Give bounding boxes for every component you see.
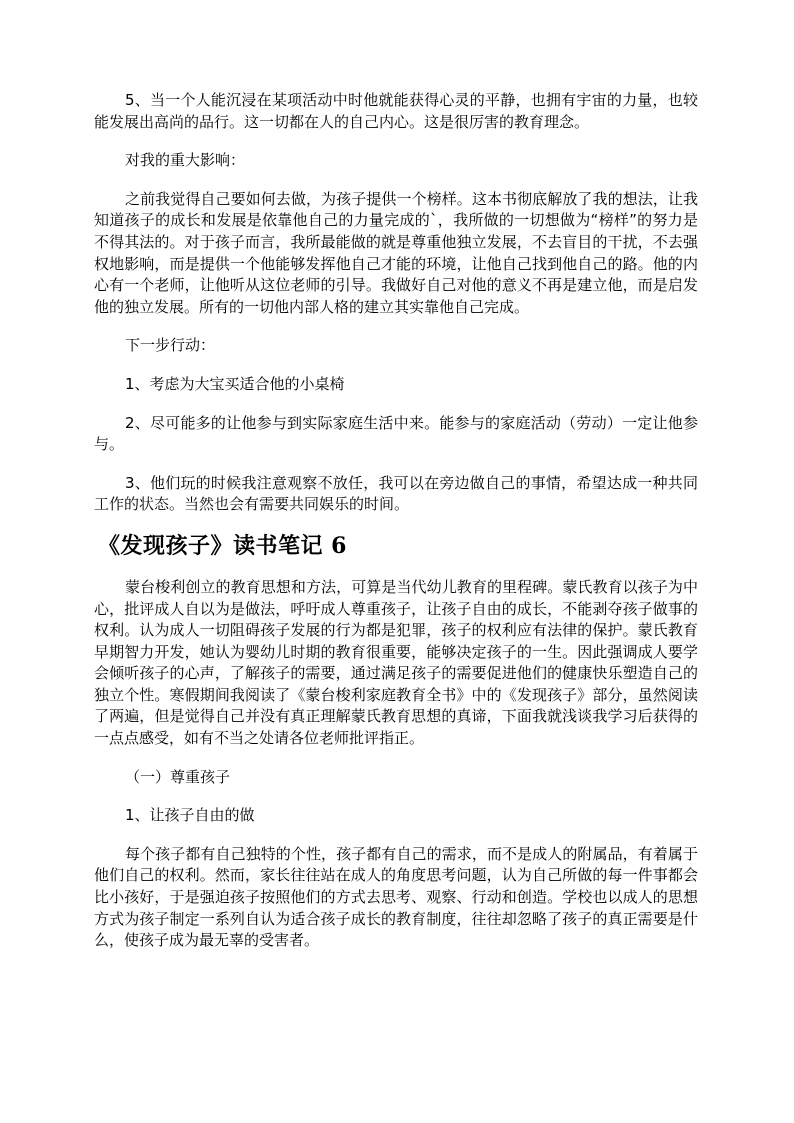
paragraph-step-2: 2、尽可能多的让他参与到实际家庭生活中来。能参与的家庭活动（劳动）一定让他参与。 bbox=[94, 413, 698, 454]
document-page bbox=[94, 90, 698, 969]
paragraph-next-steps-heading: 下一步行动： bbox=[125, 336, 216, 355]
paragraph-point-5: 5、当一个人能沉浸在某项活动中时他就能获得心灵的平静，也拥有宇宙的力量，也较能发展出高尚的品行。这一切都在人的自己内心。这是很厉害的教育理念。 bbox=[94, 91, 698, 131]
section-heading: 《发现孩子》读书笔记 6 bbox=[98, 532, 347, 559]
paragraph-impact-body: 之前我觉得自己要如何去做，为孩子提供一个榜样。这本书彻底解放了我的想法，让我知道孩子的成长和发展是依靠他自己的力量完成的`，我所做的一切想做为“榜样”的努力是不得其法的。对于孩子而言，我所最能做的就是尊重他独立发展，不去盲目的干扰，不去强权地影响，而是提供一个他能够发挥他自己才能的环境，让他自己找到他自己的路。他的内心有一个老师，让他听从这位老师的引导。我做好自己对他的意义不再是建立他，而是启发他的独立发展。所有的一切他内部人格的建立其实靠他自己完成。 bbox=[94, 189, 698, 316]
paragraph-step-3: 3、他们玩的时候我注意观察不放任，我可以在旁边做自己的事情，希望达成一种共同工作的状态。当然也会有需要共同娱乐的时间。 bbox=[94, 473, 698, 514]
paragraph-montessori-intro: 蒙台梭利创立的教育思想和方法，可算是当代幼儿教育的里程碑。蒙氏教育以孩子为中心，批评成人自以为是做法，呼吁成人尊重孩子，让孩子自由的成长，不能剥夺孩子做事的权利。认为成人一切阻碍孩子发展的行为都是犯罪，孩子的权利应有法律的保护。蒙氏教育早期智力开发，她认为婴幼儿时期的教育很重要，能够决定孩子的一生。因此强调成人要学会倾听孩子的心声，了解孩子的需要，通过满足孩子的需要促进他们的健康快乐塑造自己的独立个性。寒假期间我阅读了《蒙台梭利家庭教育全书》中的《发现孩子》部分，虽然阅读了两遍，但是觉得自己并没有真正理解蒙氏教育思想的真谛，下面我就浅谈我学习后获得的一点点感受，如有不当之处请各位老师批评指正。 bbox=[94, 577, 698, 748]
paragraph-impact-heading: 对我的重大影响： bbox=[125, 151, 246, 170]
paragraph-subheading-free: 1、让孩子自由的做 bbox=[125, 806, 255, 825]
paragraph-subheading-respect: （一）尊重孩子 bbox=[125, 767, 231, 786]
paragraph-step-1: 1、考虑为大宝买适合他的小桌椅 bbox=[125, 374, 345, 393]
paragraph-individuality: 每个孩子都有自己独特的个性，孩子都有自己的需求，而不是成人的附属品，有着属于他们自己的权利。然而，家长往往站在成人的角度思考问题，认为自己所做的每一件事都会比小孩好，于是强迫孩子按照他们的方式去思考、观察、行动和创造。学校也以成人的思想方式为孩子制定一系列自认为适合孩子成长的教育制度，往往却忽略了孩子的真正需要是什么，使孩子成为最无辜的受害者。 bbox=[94, 844, 698, 950]
